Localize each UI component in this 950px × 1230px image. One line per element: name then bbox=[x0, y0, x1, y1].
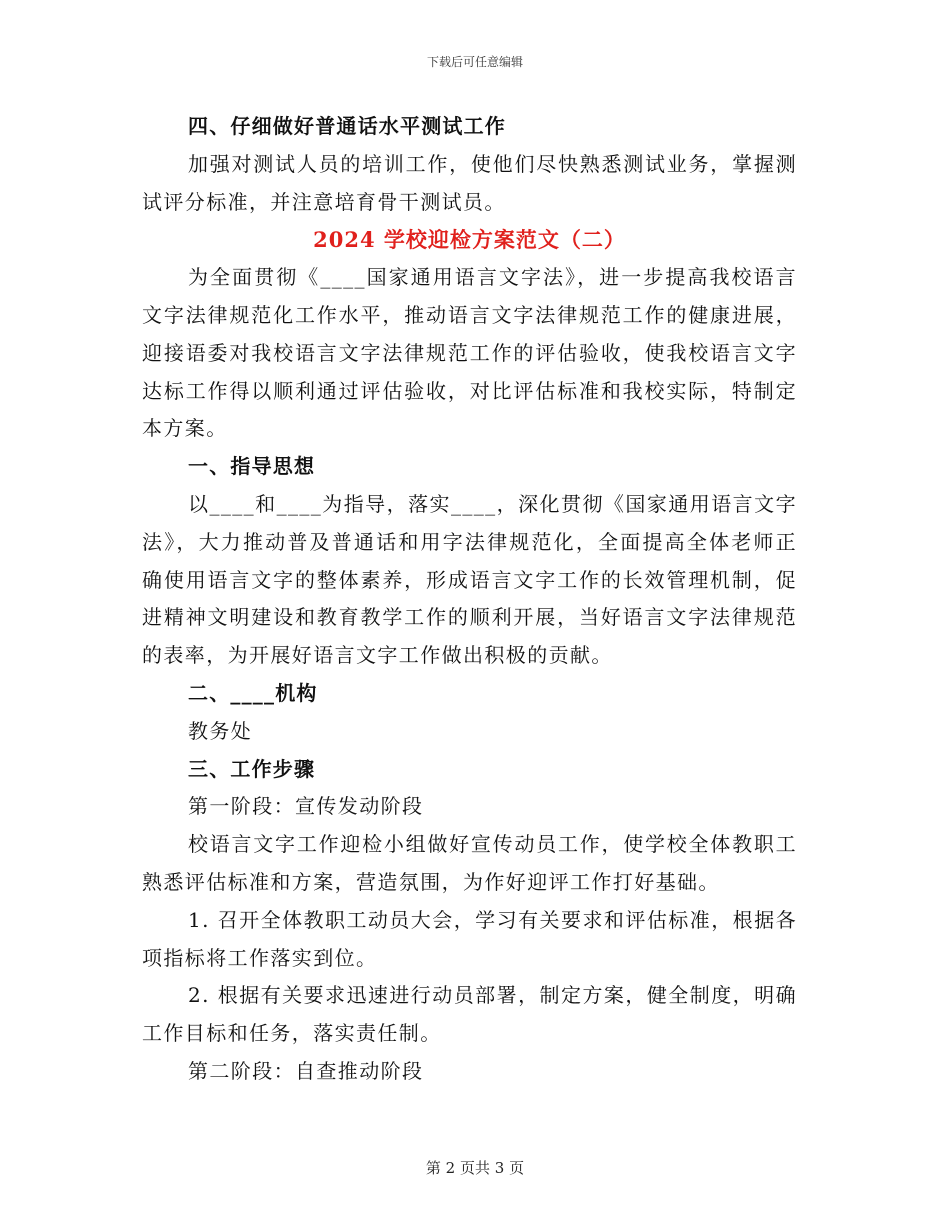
list-item-line: 项指标将工作落实到位。 bbox=[142, 945, 378, 970]
paragraph-line: 进精神文明建设和教育教学工作的顺利开展，当好语言文字法律规范 bbox=[142, 605, 797, 630]
paragraph-line: 教务处 bbox=[188, 718, 253, 743]
list-item-line: 工作目标和任务，落实责任制。 bbox=[142, 1021, 442, 1046]
stage-heading: 第一阶段：宣传发动阶段 bbox=[188, 794, 424, 819]
paragraph-line: 加强对测试人员的培训工作，使他们尽快熟悉测试业务，掌握测 bbox=[188, 151, 797, 176]
paragraph-line: 达标工作得以顺利通过评估验收，对比评估标准和我校实际，特制定 bbox=[142, 378, 797, 403]
document-body bbox=[142, 108, 797, 1091]
paragraph-line: 熟悉评估标准和方案，营造氛围，为作好迎评工作打好基础。 bbox=[142, 869, 720, 894]
paragraph-line: 本方案。 bbox=[142, 416, 228, 441]
paragraph-line: 的表率，为开展好语言文字工作做出积极的贡献。 bbox=[142, 643, 613, 668]
paragraph-line: 试评分标准，并注意培育骨干测试员。 bbox=[142, 189, 506, 214]
page-footer: 第 2 页共 3 页 bbox=[425, 1159, 525, 1177]
paragraph-line: 确使用语言文字的整体素养，形成语言文字工作的长效管理机制，促 bbox=[142, 567, 797, 592]
paragraph-line: 文字法律规范化工作水平，推动语言文字法律规范工作的健康进展， bbox=[142, 302, 797, 327]
paragraph-line: 校语言文字工作迎检小组做好宣传动员工作，使学校全体教职工 bbox=[188, 832, 797, 857]
list-item-line: 1. 召开全体教职工动员大会，学习有关要求和评估标准，根据各 bbox=[188, 907, 797, 932]
list-item-line: 2. 根据有关要求迅速进行动员部署，制定方案，健全制度，明确 bbox=[188, 983, 797, 1008]
document-title: 2024 学校迎检方案范文（二） bbox=[313, 227, 626, 253]
paragraph-line: 为全面贯彻《____国家通用语言文字法》，进一步提高我校语言 bbox=[188, 265, 797, 290]
paragraph-line: 迎接语委对我校语言文字法律规范工作的评估验收，使我校语言文字 bbox=[142, 340, 797, 365]
section-heading-1: 一、指导思想 bbox=[188, 454, 316, 479]
section-heading-2: 二、____机构 bbox=[188, 680, 318, 705]
stage-heading: 第二阶段：自查推动阶段 bbox=[188, 1058, 424, 1083]
page-header: 下载后可任意编辑 bbox=[426, 55, 523, 69]
section-heading-4: 四、仔细做好普通话水平测试工作 bbox=[188, 114, 506, 138]
paragraph-line: 法》，大力推动普及普通话和用字法律规范化，全面提高全体老师正 bbox=[142, 529, 797, 554]
paragraph-line: 以____和____为指导，落实____，深化贯彻《国家通用语言文字 bbox=[188, 491, 797, 516]
section-heading-3: 三、工作步骤 bbox=[188, 756, 316, 781]
